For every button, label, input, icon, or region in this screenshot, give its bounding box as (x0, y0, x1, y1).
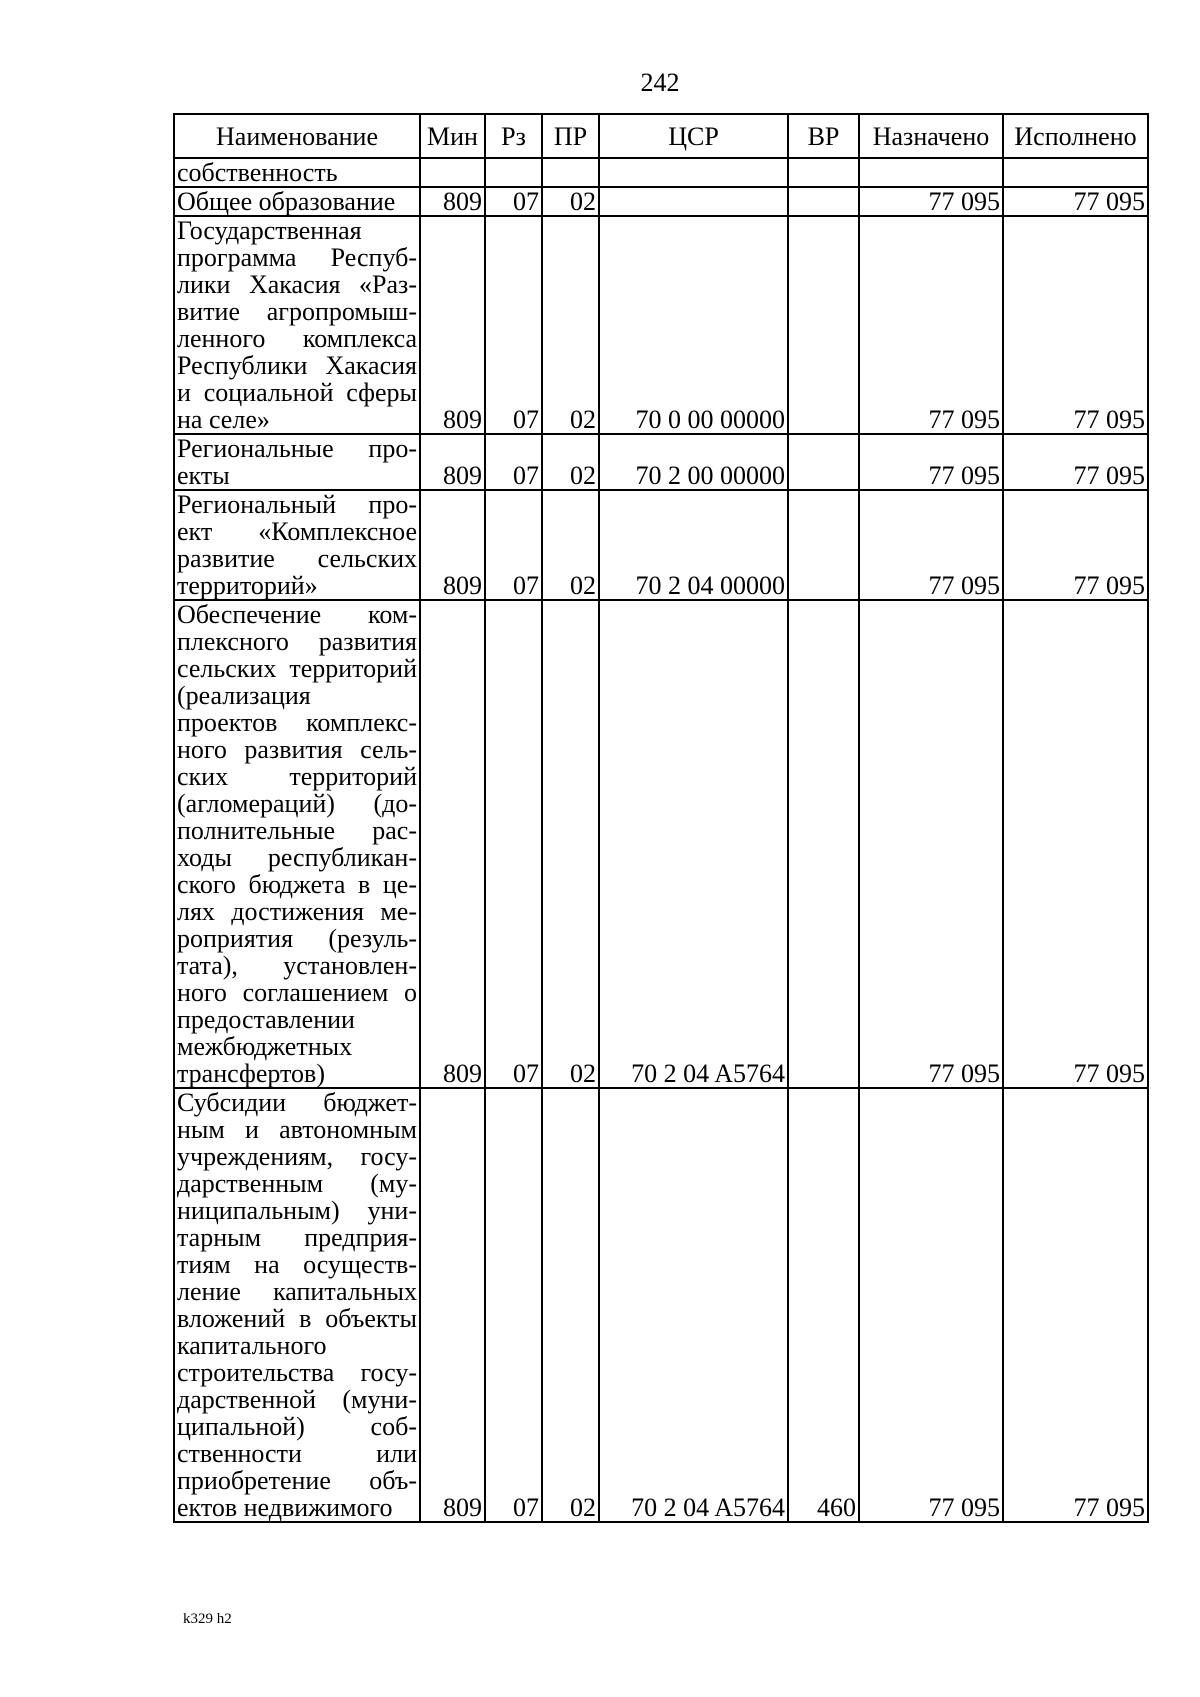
row-min (420, 158, 485, 187)
row-name: Региональные проекты (174, 434, 420, 490)
row-min: 809 (420, 434, 485, 490)
row-planned: 77 095 (859, 600, 1003, 1088)
header-min: Мин (420, 114, 485, 158)
row-csr: 70 2 04 A5764 (599, 1088, 788, 1522)
row-csr: 70 2 00 00000 (599, 434, 788, 490)
row-min: 809 (420, 600, 485, 1088)
page-number: 242 (640, 68, 680, 97)
row-planned: 77 095 (859, 216, 1003, 434)
row-pr: 02 (542, 434, 599, 490)
row-vr (788, 490, 859, 600)
row-rz: 07 (485, 216, 542, 434)
row-vr: 460 (788, 1088, 859, 1522)
row-csr (599, 187, 788, 216)
row-pr: 02 (542, 187, 599, 216)
row-rz: 07 (485, 434, 542, 490)
table-row (174, 434, 1148, 490)
row-rz: 07 (485, 600, 542, 1088)
table-row (174, 1088, 1148, 1522)
row-csr: 70 2 04 00000 (599, 490, 788, 600)
row-executed: 77 095 (1003, 600, 1148, 1088)
header-name: Наименование (174, 114, 420, 158)
row-pr (542, 158, 599, 187)
row-planned: 77 095 (859, 1088, 1003, 1522)
row-executed (1003, 158, 1148, 187)
header-pr: ПР (542, 114, 599, 158)
row-min: 809 (420, 1088, 485, 1522)
row-pr: 02 (542, 1088, 599, 1522)
row-vr (788, 187, 859, 216)
row-executed: 77 095 (1003, 216, 1148, 434)
footer-code: k329 h2 (183, 1611, 232, 1627)
row-planned: 77 095 (859, 434, 1003, 490)
table-row (174, 187, 1148, 216)
row-executed: 77 095 (1003, 1088, 1148, 1522)
row-executed: 77 095 (1003, 434, 1148, 490)
row-min: 809 (420, 187, 485, 216)
row-vr (788, 216, 859, 434)
row-rz: 07 (485, 187, 542, 216)
row-vr (788, 434, 859, 490)
table-row (174, 490, 1148, 600)
row-csr (599, 158, 788, 187)
row-rz: 07 (485, 490, 542, 600)
row-csr: 70 2 04 A5764 (599, 600, 788, 1088)
row-name: Региональный проект «Комплексное развитие сельских территорий» (174, 490, 420, 600)
header-vr: ВР (788, 114, 859, 158)
row-planned: 77 095 (859, 187, 1003, 216)
row-vr (788, 600, 859, 1088)
row-rz (485, 158, 542, 187)
table-header-row (174, 114, 1148, 158)
row-name: Государственная программа Республики Хакасия «Развитие агропромышленного комплекса Республики Хакасия и социальной сферы на селе» (174, 216, 420, 434)
table-row (174, 158, 1148, 187)
budget-table (173, 113, 1149, 1523)
row-name: Общее образование (174, 187, 420, 216)
row-name: Обеспечение комплексного развития сельских территорий (реализация проектов комплексного развития сельских территорий (агломераций) (дополнительные расходы республиканского бюджета в целях достижения мероприятия (результата), установленного соглашением о предоставлении межбюджетных трансфертов) (174, 600, 420, 1088)
row-executed: 77 095 (1003, 187, 1148, 216)
row-min: 809 (420, 490, 485, 600)
row-pr: 02 (542, 490, 599, 600)
header-rz: Рз (485, 114, 542, 158)
row-vr (788, 158, 859, 187)
header-executed: Исполнено (1003, 114, 1148, 158)
row-name: Субсидии бюджетным и автономным учреждениям, государственным (муниципальным) унитарным предприятиям на осуществление капитальных вложений в объекты капитального строительства государственной (муниципальной) собственности или приобретение объектов недвижимого (174, 1088, 420, 1522)
table-row (174, 600, 1148, 1088)
table-row (174, 216, 1148, 434)
row-executed: 77 095 (1003, 490, 1148, 600)
row-name: собственность (174, 158, 420, 187)
header-csr: ЦСР (599, 114, 788, 158)
row-pr: 02 (542, 600, 599, 1088)
row-planned: 77 095 (859, 490, 1003, 600)
row-rz: 07 (485, 1088, 542, 1522)
row-min: 809 (420, 216, 485, 434)
row-csr: 70 0 00 00000 (599, 216, 788, 434)
header-planned: Назначено (859, 114, 1003, 158)
row-planned (859, 158, 1003, 187)
row-pr: 02 (542, 216, 599, 434)
